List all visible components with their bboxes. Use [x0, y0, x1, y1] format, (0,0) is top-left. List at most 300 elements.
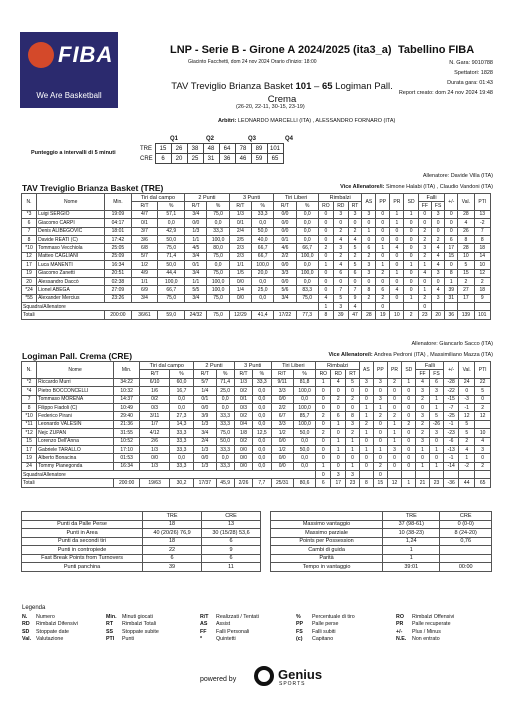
table-cell: 0,0	[253, 403, 271, 411]
table-cell: 0,0	[296, 261, 318, 269]
table-cell: 0	[376, 303, 390, 311]
table-cell: 4	[331, 378, 346, 386]
table-cell: 0,0	[252, 219, 274, 227]
table-cell: 8	[22, 235, 37, 243]
table-cell: 3	[373, 395, 387, 403]
table-cell: 0/4	[234, 420, 252, 428]
table-cell: 42,9	[158, 227, 185, 235]
table-cell: 0	[387, 395, 401, 403]
table-cell: 0	[387, 462, 401, 470]
table-cell: 66,7	[296, 244, 318, 252]
table-cell: 2	[348, 252, 362, 260]
table-cell: 20:51	[105, 269, 131, 277]
table-cell: 04:17	[105, 219, 131, 227]
table-cell: *4	[22, 387, 37, 395]
table-cell: 0	[390, 277, 404, 285]
header-cell: FF	[418, 202, 431, 210]
table-cell: 1	[404, 210, 418, 218]
table-cell: 0	[346, 403, 360, 411]
header-cell: SD	[402, 362, 416, 379]
header-cell: RD	[333, 202, 348, 210]
table-cell: 100,0	[293, 420, 315, 428]
table-cell: 0/2	[234, 412, 252, 420]
table-cell: -25	[444, 412, 459, 420]
table-cell: 14	[474, 252, 490, 260]
table-cell: 1/3	[185, 227, 207, 235]
table-cell: 100,0	[296, 269, 318, 277]
table-cell: 0,0	[253, 395, 271, 403]
table-cell: Luigi SERGIO	[37, 210, 105, 218]
table-cell: 0	[404, 235, 418, 243]
table-cell: 0	[331, 429, 346, 437]
table-cell: 0,0	[293, 437, 315, 445]
table-cell: 2	[418, 252, 431, 260]
table-cell: 33,3	[169, 429, 193, 437]
table-row	[22, 403, 491, 411]
table-cell: 33,3	[169, 462, 193, 470]
table-cell: 2	[346, 395, 360, 403]
table-cell: 33,3	[216, 445, 234, 453]
table-cell: 0	[429, 437, 444, 445]
table-cell: 0	[418, 303, 431, 311]
legend-value: Rimbalzi Totali	[122, 621, 157, 628]
table-cell: 0	[387, 403, 401, 411]
table-cell: 7	[333, 286, 348, 294]
table-cell: 0,0	[252, 277, 274, 285]
table-cell: 24/32	[185, 311, 207, 319]
table-cell: 37 (98-61)	[383, 520, 440, 529]
table-cell: 27	[458, 286, 474, 294]
table-cell: 17:10	[113, 445, 139, 453]
legend-key: (c)	[296, 635, 303, 642]
fiba-wordmark: FIBA	[58, 42, 114, 67]
table-cell: *11	[22, 420, 37, 428]
table-cell: 0/0	[234, 454, 252, 462]
table-cell: 9	[202, 546, 261, 555]
table-cell: 0	[402, 429, 416, 437]
table-cell: 0,76	[440, 537, 492, 546]
table-cell: 75,0	[207, 311, 229, 319]
table-cell: 12	[22, 252, 37, 260]
table-cell: 0	[429, 454, 444, 462]
table-cell: 3	[333, 244, 348, 252]
table-cell: 28	[362, 311, 376, 319]
table-cell: 28	[458, 244, 474, 252]
table-cell: 0	[362, 277, 376, 285]
table-cell: 0	[418, 277, 431, 285]
table-cell: Parità	[271, 554, 383, 563]
table-cell: 2/2	[271, 403, 293, 411]
table-cell: 0,0	[207, 219, 229, 227]
table-cell: 100,0	[252, 261, 274, 269]
table-cell: 1/5	[229, 269, 251, 277]
legend-key: FS	[296, 628, 303, 635]
table-cell: 3/4	[194, 429, 216, 437]
header-cell: TRE	[383, 512, 440, 521]
legend-key: +/-	[396, 628, 403, 635]
table-row	[22, 227, 491, 235]
table-cell: 0/1	[229, 219, 251, 227]
table-cell: 200:00	[113, 479, 139, 487]
table-cell: 10	[458, 252, 474, 260]
table-cell: 0	[318, 286, 333, 294]
table-cell: 0	[387, 454, 401, 462]
table-cell: 2	[416, 429, 429, 437]
table-cell: Riccardo Murri	[37, 378, 114, 386]
table-cell: 45,9	[216, 479, 234, 487]
table-cell: 59,0	[158, 311, 185, 319]
table-cell: Punti in Area	[22, 529, 143, 538]
table-cell: 6	[331, 412, 346, 420]
table-cell: 28	[458, 210, 474, 218]
table-cell: 2	[475, 403, 491, 411]
table-cell: 1/1	[131, 277, 158, 285]
legend-value: Capitano	[312, 635, 334, 642]
table-cell	[359, 471, 373, 479]
table-cell: 75,0	[158, 244, 185, 252]
table-cell: 2	[418, 227, 431, 235]
header-cell: FF	[416, 370, 429, 378]
table-cell: 0	[445, 210, 458, 218]
table-row	[22, 252, 491, 260]
home-score: 101	[295, 81, 312, 92]
table-cell: 3	[348, 210, 362, 218]
legend-key: PP	[296, 621, 304, 628]
table-cell: Squadra/Allenatore	[22, 303, 319, 311]
table-cell: 11	[202, 563, 261, 572]
table-cell: -2	[459, 462, 475, 470]
table-cell: 1	[390, 269, 404, 277]
table-cell: 0/0	[274, 261, 296, 269]
table-row	[22, 387, 491, 395]
table-cell: 0	[373, 454, 387, 462]
table-cell: 0	[316, 387, 331, 395]
table-cell: -1	[459, 403, 475, 411]
table-cell: 6/10	[140, 378, 170, 386]
legend-value: Palle recuperate	[412, 621, 451, 628]
table-cell: 0/0	[229, 277, 251, 285]
tabellino-title: Tabellino FIBA	[398, 44, 475, 56]
table-cell: 2	[318, 244, 333, 252]
table-cell: 80,0	[207, 244, 229, 252]
table-row	[22, 520, 261, 529]
table-cell: -23	[444, 429, 459, 437]
table-cell: 27,3	[169, 412, 193, 420]
table-cell: 18	[143, 520, 202, 529]
table-cell: 50,0	[216, 437, 234, 445]
table-cell: *55	[22, 294, 37, 302]
table-cell: 50,0	[158, 235, 185, 243]
header-cell	[22, 512, 143, 521]
table-cell: 0	[402, 437, 416, 445]
table-cell: 0,0	[296, 210, 318, 218]
table-cell: 0	[316, 471, 331, 479]
table-cell: 100,0	[293, 403, 315, 411]
table-row	[271, 529, 492, 538]
table-cell: 0,0	[169, 454, 193, 462]
table-cell: 6	[362, 244, 376, 252]
table-cell: 1	[404, 294, 418, 302]
table-cell: 0	[318, 227, 333, 235]
table-cell: 12/29	[229, 311, 251, 319]
table-cell: 0,0	[253, 445, 271, 453]
table-cell: 57,1	[158, 210, 185, 218]
table-cell: 26	[458, 227, 474, 235]
table-cell: 2	[387, 412, 401, 420]
table-cell: 1/1	[185, 277, 207, 285]
table-cell: 19:09	[105, 210, 131, 218]
table-row	[271, 546, 492, 555]
table-cell: 14:37	[113, 395, 139, 403]
table-cell: 2	[416, 420, 429, 428]
table-cell: 39:01	[383, 563, 440, 572]
sports-wordmark: SPORTS	[279, 681, 306, 687]
header-cell: %	[216, 370, 234, 378]
table-cell: 2/4	[229, 227, 251, 235]
table-cell: 6/7	[271, 412, 293, 420]
table-cell: 12	[459, 412, 475, 420]
legend-key: R/T	[200, 614, 209, 620]
header-cell: R/T	[274, 202, 296, 210]
table-cell: 3	[333, 303, 348, 311]
table-cell: 0,0	[296, 235, 318, 243]
table-cell: -7	[444, 403, 459, 411]
table-cell: 1	[429, 445, 444, 453]
table-cell: 0	[390, 261, 404, 269]
table-row	[22, 437, 491, 445]
table-cell: 47	[348, 311, 362, 319]
table-cell: 0	[316, 395, 331, 403]
table-row	[271, 537, 492, 546]
header-cell: +/-	[444, 362, 459, 379]
table-cell: 3/4	[131, 294, 158, 302]
table-cell: 2	[362, 252, 376, 260]
table-cell: 0	[348, 277, 362, 285]
table-cell: 24	[22, 462, 37, 470]
legend-key: RT	[106, 621, 114, 628]
table-cell: 10	[474, 261, 490, 269]
table-cell: 0	[373, 437, 387, 445]
table-cell: 44	[459, 479, 475, 487]
table-cell: 0,0	[216, 395, 234, 403]
table-cell: 100,0	[158, 277, 185, 285]
legend-title: Legenda	[22, 605, 46, 611]
table-cell: 0	[331, 462, 346, 470]
table-cell: 0,0	[296, 219, 318, 227]
table-cell: 0	[402, 387, 416, 395]
table-cell: 0	[331, 403, 346, 411]
table-cell: 5/6	[274, 286, 296, 294]
table-cell: 17/37	[194, 479, 216, 487]
table-cell: 75,0	[207, 252, 229, 260]
interval-score-table	[139, 143, 284, 164]
table-cell: 0	[376, 235, 390, 243]
table-cell: 0	[376, 210, 390, 218]
header-cell: R/T	[229, 202, 251, 210]
header-cell: CRE	[202, 512, 261, 521]
table-cell: 2	[359, 420, 373, 428]
table-cell: 0/0	[274, 227, 296, 235]
header-cell: %	[253, 370, 271, 378]
away-team-title: Logiman Pall. Crema (CRE)	[22, 351, 133, 361]
table-row	[22, 210, 491, 218]
table-cell: 16:34	[113, 462, 139, 470]
table-cell: 3	[333, 210, 348, 218]
table-cell: 75,0	[158, 294, 185, 302]
table-cell: 25/31	[271, 479, 293, 487]
table-cell	[440, 546, 492, 555]
header-row	[22, 362, 491, 370]
header-cell: Val.	[458, 194, 474, 211]
table-cell: 27:09	[105, 286, 131, 294]
table-cell: 2/3	[229, 244, 251, 252]
table-cell: 1	[402, 479, 416, 487]
table-cell: -1	[444, 454, 459, 462]
table-cell: 0,0	[296, 227, 318, 235]
table-cell: 3	[359, 378, 373, 386]
table-cell: 50,0	[252, 227, 274, 235]
summary-left-table	[21, 511, 261, 572]
table-cell: 33,3	[253, 378, 271, 386]
table-cell: 4	[348, 303, 362, 311]
table-cell: 4/5	[185, 244, 207, 252]
table-cell: Tommy Pianegonda	[37, 462, 114, 470]
table-cell: 0/1	[131, 219, 158, 227]
score-dash: –	[314, 81, 320, 92]
table-row	[22, 286, 491, 294]
table-cell: 0/1	[194, 395, 216, 403]
table-cell: 1	[318, 303, 333, 311]
table-cell: 3/4	[185, 210, 207, 218]
table-cell: 19	[376, 311, 390, 319]
game-duration: Durata gara: 01:43	[447, 80, 493, 86]
table-cell: 2	[416, 395, 429, 403]
header-cell: RO	[318, 202, 333, 210]
table-cell: 4	[318, 294, 333, 302]
table-cell: 3	[362, 261, 376, 269]
table-cell: 0	[316, 437, 331, 445]
table-cell: 17	[331, 479, 346, 487]
table-cell: 36/61	[131, 311, 158, 319]
table-cell: 1	[387, 437, 401, 445]
table-cell: 01:53	[113, 454, 139, 462]
table-cell: 1	[359, 412, 373, 420]
table-cell: 17:42	[105, 235, 131, 243]
table-cell: Punti da secondi tiri	[22, 537, 143, 546]
table-cell: 2	[418, 235, 431, 243]
header-cell: SD	[404, 194, 418, 211]
table-cell: 2	[316, 412, 331, 420]
header-cell: Min.	[105, 194, 131, 211]
table-cell: 33,3	[252, 210, 274, 218]
table-cell: Leonardo VALESIN	[37, 420, 114, 428]
table-cell: 17	[22, 445, 37, 453]
table-cell: 0,0	[253, 454, 271, 462]
genius-ring-icon	[254, 666, 274, 686]
table-cell: 02:38	[105, 277, 131, 285]
header-cell: Tiri Liberi	[274, 194, 319, 202]
home-team-name: TAV Treviglio Brianza Basket	[171, 81, 293, 92]
legend-value: Falli subiti	[312, 628, 336, 635]
table-cell: 3	[429, 429, 444, 437]
header-row	[22, 512, 261, 521]
table-cell: 34:22	[113, 378, 139, 386]
table-cell: 0,0	[296, 277, 318, 285]
table-cell: 2	[333, 252, 348, 260]
table-cell	[444, 471, 459, 479]
table-cell: 0/2	[140, 395, 170, 403]
header-cell: Tiri dal campo	[131, 194, 185, 202]
table-cell: 17	[458, 294, 474, 302]
table-cell: 4/6	[274, 244, 296, 252]
header-cell: RT	[346, 370, 360, 378]
table-cell: 10 (38-23)	[383, 529, 440, 538]
legend-value: Plus / Minus	[412, 628, 441, 635]
table-cell: Giacomo Zanetti	[37, 269, 105, 277]
table-cell: 3	[362, 210, 376, 218]
table-cell: 1	[376, 244, 390, 252]
table-cell: Giacomo CARPI	[37, 219, 105, 227]
header-row	[22, 194, 491, 202]
table-cell: 00:00	[440, 563, 492, 572]
header-cell: %	[296, 202, 318, 210]
table-cell: 75,0	[207, 294, 229, 302]
table-cell: 1/6	[140, 387, 170, 395]
table-cell: 4	[390, 244, 404, 252]
table-cell: 21:36	[113, 420, 139, 428]
table-cell: Lionel ABEGA	[37, 286, 105, 294]
table-cell: 1/2	[131, 261, 158, 269]
squadra-row	[22, 471, 491, 479]
table-cell: Tommaso MORENA	[37, 395, 114, 403]
table-cell: 20,0	[252, 269, 274, 277]
table-cell: 1	[445, 277, 458, 285]
table-cell: 0	[431, 227, 444, 235]
table-cell: 0	[418, 219, 431, 227]
table-cell: Totali	[22, 479, 114, 487]
table-cell: 8	[318, 311, 333, 319]
table-cell: 1	[429, 395, 444, 403]
table-cell: 1	[359, 403, 373, 411]
table-cell: 40,0	[252, 235, 274, 243]
header-cell: %	[293, 370, 315, 378]
table-cell: 12	[474, 269, 490, 277]
table-cell: 3/11	[140, 412, 170, 420]
legend-value: Realizzati / Tentati	[216, 614, 259, 620]
table-row	[22, 412, 491, 420]
table-cell: 2	[387, 378, 401, 386]
table-cell: 3	[416, 387, 429, 395]
table-cell: 25:05	[105, 244, 131, 252]
legend	[22, 614, 492, 643]
table-cell: 17	[22, 261, 37, 269]
table-cell: 0	[333, 277, 348, 285]
table-cell: 2	[376, 294, 390, 302]
table-cell: 33,3	[216, 412, 234, 420]
table-cell: 0	[316, 403, 331, 411]
table-cell: 18:01	[105, 227, 131, 235]
table-cell: 0	[359, 437, 373, 445]
table-cell: 200:00	[105, 311, 131, 319]
header-cell: TRE	[143, 512, 202, 521]
header-cell: R/T	[131, 202, 158, 210]
table-cell: 4	[458, 219, 474, 227]
table-cell: 0	[402, 454, 416, 462]
table-cell: 4/7	[131, 210, 158, 218]
totals-row	[22, 311, 491, 319]
table-cell: 0	[445, 227, 458, 235]
table-cell: 1/1	[185, 235, 207, 243]
